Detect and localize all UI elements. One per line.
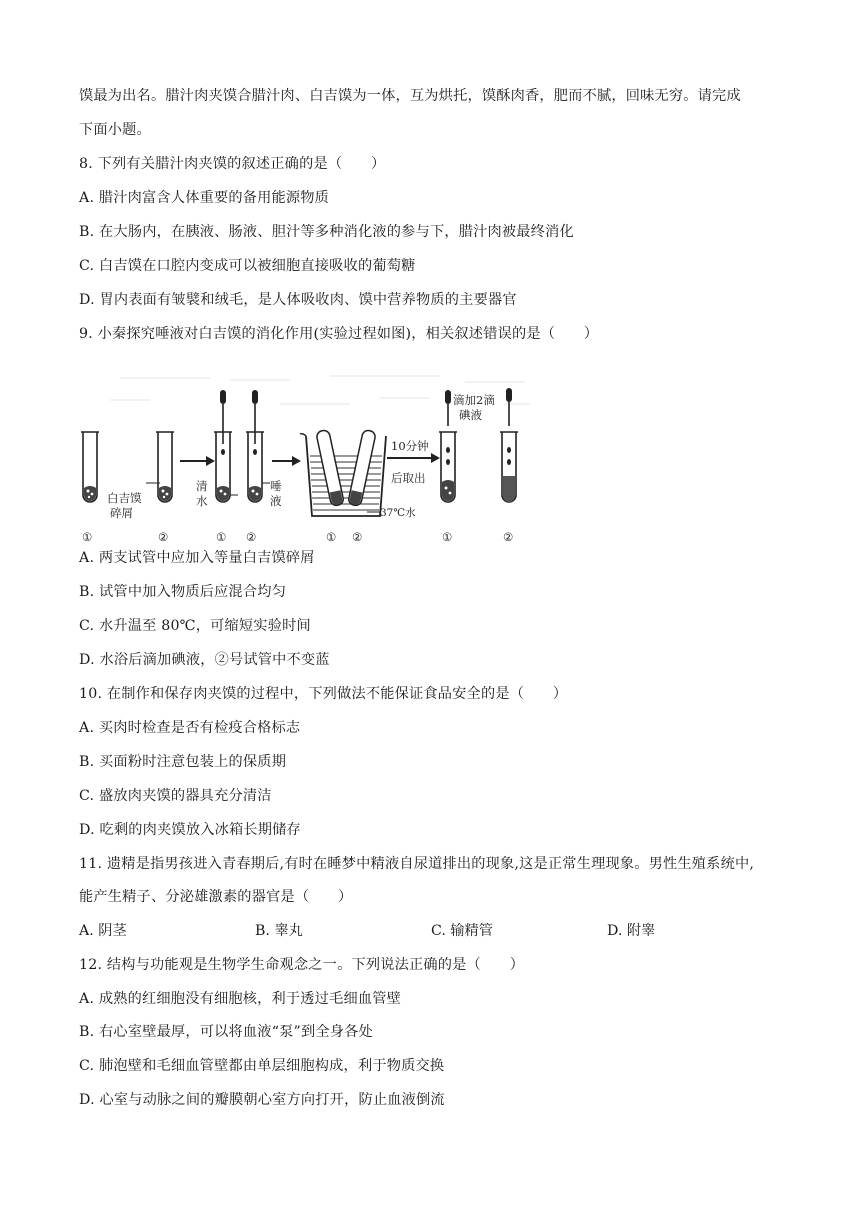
saliva-label: 唾 xyxy=(270,479,282,493)
q8-stem: 8. 下列有关腊汁肉夹馍的叙述正确的是（ ） xyxy=(79,156,386,172)
q10-option-b: B. 买面粉时注意包装上的保质期 xyxy=(79,754,287,770)
final-tube-2-number: ② xyxy=(503,530,514,544)
time-label-2: 后取出 xyxy=(391,471,426,485)
tube-saliva-number: ② xyxy=(246,530,257,544)
intro-line-1: 馍最为出名。腊汁肉夹馍合腊汁肉、白吉馍为一体，互为烘托，馍酥肉香，肥而不腻，回味无穷。请完成 xyxy=(79,88,741,104)
iodine-label-2: 碘液 xyxy=(459,408,482,422)
q8-option-a: A. 腊汁肉富含人体重要的备用能源物质 xyxy=(79,190,330,206)
q11-option-c: C. 输精管 xyxy=(431,923,493,939)
test-tube-2-icon xyxy=(156,432,174,502)
q8-option-d: D. 胃内表面有皱襞和绒毛，是人体吸收肉、馍中营养物质的主要器官 xyxy=(79,292,517,308)
q10-stem: 10. 在制作和保存肉夹馍的过程中，下列做法不能保证食品安全的是（ ） xyxy=(79,686,568,702)
q11-option-d: D. 附睾 xyxy=(607,923,656,939)
tube-2-number: ② xyxy=(158,530,169,544)
q12-option-d: D. 心室与动脉之间的瓣膜朝心室方向打开，防止血液倒流 xyxy=(79,1092,445,1108)
tube-1-number: ① xyxy=(82,530,93,544)
iodine-label: 滴加2滴 xyxy=(453,393,495,407)
intro-line-2: 下面小题。 xyxy=(79,122,151,138)
crumbs-label: 白吉馍 xyxy=(107,491,142,505)
q10-option-c: C. 盛放肉夹馍的器具充分清洁 xyxy=(79,788,272,804)
arrow-icon xyxy=(272,456,301,466)
bath-tube-1-number: ① xyxy=(326,530,337,544)
water-bath-beaker-icon xyxy=(300,429,386,516)
q11-stem-line-2: 能产生精子、分泌雄激素的器官是（ ） xyxy=(79,889,353,905)
tube-water-number: ① xyxy=(216,530,227,544)
q11-option-a: A. 阴茎 xyxy=(79,923,127,939)
q9-option-b: B. 试管中加入物质后应混合均匀 xyxy=(79,584,287,600)
q8-option-c: C. 白吉馍在口腔内变成可以被细胞直接吸收的葡萄糖 xyxy=(79,258,416,274)
final-tube-1-number: ① xyxy=(442,530,453,544)
test-tube-water-icon xyxy=(214,390,232,502)
arrow-icon xyxy=(387,453,440,463)
q9-option-d: D. 水浴后滴加碘液，②号试管中不变蓝 xyxy=(79,652,330,668)
q12-option-a: A. 成熟的红细胞没有细胞核，利于透过毛细血管壁 xyxy=(79,991,402,1007)
q11-options xyxy=(79,921,779,941)
test-tube-saliva-icon xyxy=(246,390,264,502)
water-label-2: 水 xyxy=(196,494,208,508)
time-label: 10分钟 xyxy=(391,439,429,453)
crumbs-label-2: 碎屑 xyxy=(110,506,133,520)
bath-temperature-label: 37℃水 xyxy=(380,507,416,519)
q10-option-a: A. 买肉时检查是否有检疫合格标志 xyxy=(79,720,301,736)
q10-option-d: D. 吃剩的肉夹馍放入冰箱长期储存 xyxy=(79,822,301,838)
q12-option-c: C. 肺泡壁和毛细血管壁都由单层细胞构成，利于物质交换 xyxy=(79,1058,445,1074)
q12-option-b: B. 右心室壁最厚，可以将血液“泵”到全身各处 xyxy=(79,1024,373,1040)
saliva-label-2: 液 xyxy=(270,494,282,508)
q9-stem: 9. 小秦探究唾液对白吉馍的消化作用(实验过程如图)，相关叙述错误的是（ ） xyxy=(79,326,599,342)
q9-option-a: A. 两支试管中应加入等量白吉馍碎屑 xyxy=(79,550,315,566)
bath-tube-2-number: ② xyxy=(352,530,363,544)
arrow-icon xyxy=(180,456,215,466)
water-label: 清 xyxy=(196,479,208,493)
q11-stem-line-1: 11. 遗精是指男孩进入青春期后,有时在睡梦中精液自尿道排出的现象,这是正常生理现象。男性生殖系统中, xyxy=(79,856,755,872)
experiment-figure xyxy=(80,370,542,544)
q12-stem: 12. 结构与功能观是生物学生命观念之一。下列说法正确的是（ ） xyxy=(79,957,525,973)
q9-option-c: C. 水升温至 80℃，可缩短实验时间 xyxy=(79,618,311,634)
q8-option-b: B. 在大肠内，在胰液、肠液、胆汁等多种消化液的参与下，腊汁肉被最终消化 xyxy=(79,224,574,240)
q11-option-b: B. 睾丸 xyxy=(255,923,303,939)
test-tube-1-icon xyxy=(81,432,99,502)
